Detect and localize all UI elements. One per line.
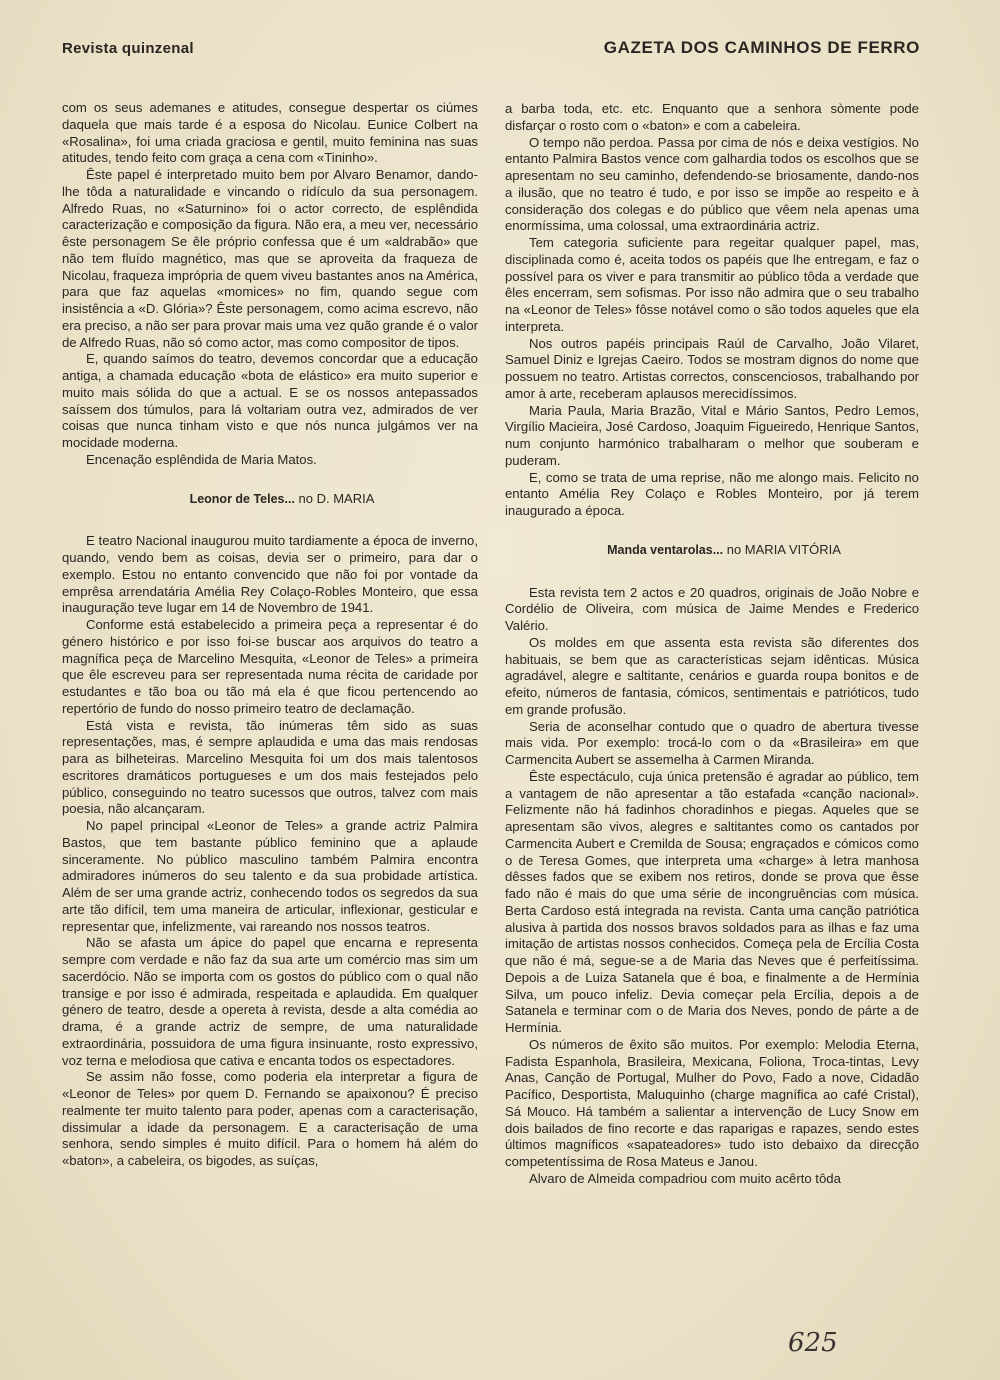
paragraph: Os números de êxito são muitos. Por exemplo: Melodia Eterna, Fadista Espanhola, Brasileira, Mexicana, Foliona, Troca-tintas, Levy Anas, Canção de Portugal, Mulher do Povo, Fado a nove, Cidadão Pacífico, Desportista, Maluquinho (charge magnífica ao café Cristal), Sá Mouco. Há também a salientar a intervenção de Lucy Snow em dois bailados de fino recorte e das raparigas e rapazes, sendo estes últimos magníficos «sapateadores» tudo isto debaixo da direcção competentíssima de Rosa Mateus e Janou.	[505, 1036, 919, 1169]
section-heading-title: Leonor de Teles...	[189, 491, 295, 506]
paragraph: No papel principal «Leonor de Teles» a grande actriz Palmira Bastos, que tem bastante público feminino que a aplaude sinceramente. No público masculino também Palmira encontra admiradores inúmeros do seu talento e da sua probidade artística. Além de ser uma grande actriz, conhecendo todos os segredos da sua arte tão difícil, tem uma maneira de articular, inflexionar, gesticular e representar que, infelizmente, vai rareando nos nossos teatros.	[62, 818, 478, 934]
paragraph: Encenação esplêndida de Maria Matos.	[86, 451, 317, 467]
paragraph: Tem categoria suficiente para regeitar qualquer papel, mas, disciplinada como é, aceita todos os papéis que lhe entregam, e faz o possível para os viver e para transmitir ao público tôda a verdade que êles encerram, sem sofismas. Por isso não admira que o seu trabalho na «Leonor de Teles» fôsse notável como o são todos aqueles que ela interpreta.	[505, 235, 919, 334]
paragraph: E, como se trata de uma reprise, não me alongo mais. Felicito no entanto Amélia Rey Colaço e Robles Monteiro, por já terem inaugurado a época.	[505, 469, 919, 518]
running-header-left: Revista quinzenal	[62, 40, 194, 57]
section-heading-title: Manda ventarolas...	[607, 542, 724, 557]
section-heading-venue: no D. MARIA	[294, 490, 375, 506]
paragraph: E, quando saímos do teatro, devemos concordar que a educação antiga, a chamada educação «bota de elástico» era muito superior e muito mais sólida do que a actual. E se os nossos antepassados saíssem dos túmulos, para lá voltariam outra vez, admirados de ver coisas que nunca tinham visto e que nós nunca julgámos ver na mocidade moderna.	[62, 351, 478, 450]
paragraph: Alvaro de Almeida compadriou com muito acêrto tôda	[529, 1170, 841, 1186]
paragraph: Conforme está estabelecido a primeira peça a representar é do género histórico e por isso foi-se buscar aos arquivos do teatro a magnífica peça de Marcelino Mesquita, «Leonor de Teles» a primeira que êle escreveu para ser representada numa récita de caridade por estudantes e tão boa ou tão má ela é que ficou pertencendo ao repertório de fundo do nosso primeiro teatro de declamação.	[62, 617, 478, 716]
paragraph: O tempo não perdoa. Passa por cima de nós e deixa vestígios. No entanto Palmira Bastos vence com galhardia todos os escolhos que se apresentam no seu caminho, defendendo-se briosamente, dando-nos a ilusão, que no teatro é tudo, e por isso se impõe ao respeito e à consideração dos colegas e do público que vêem nela apenas uma enormíssima, uma colossal, uma extraordinária actriz.	[505, 134, 919, 234]
paragraph: Seria de aconselhar contudo que o quadro de abertura tivesse mais vida. Por exemplo: trocá-lo com o da «Brasileira» em que Carmencita Aubert se assemelha à Carmen Miranda.	[505, 718, 919, 767]
paragraph: Êste espectáculo, cuja única pretensão é agradar ao público, tem a vantagem de não apresentar a tão estafada «canção nacional». Felizmente não há fadinhos choradinhos e piegas. Aqueles que se apresentam são vivos, alegres e saltitantes como os cantados por Carmencita Aubert e Cremilda de Sousa; engraçados e cómicos como o de Teresa Gomes, que interpreta uma «charge» à letra manhosa dêsses fados que se exibem nos retiros, donde se prova que êsse fado não é mais do que uma série de incongruências com música. Berta Cardoso está integrada na revista. Canta uma canção patriótica alusiva à partida dos nossos bravos soldados para as ilhas e faz uma imitação de artistas nossos conhecidos. Começa pela de Ercília Costa que não é má, segue-se a de Maria das Neves que é perfeitíssima. Depois a de Luiza Satanela que é boa, e finalmente a de Hermínia Silva, um pouco infeliz. Devia começar pela Ercília, depois a de Satanela e terminar com o de Maria dos Neves, pondo de párte a de Hermínia.	[505, 768, 919, 1035]
paragraph: com os seus ademanes e atitudes, consegue despertar os ciúmes daquela que mais tarde é a esposa do Nicolau. Eunice Colbert na «Rosalina», foi uma criada graciosa e gentil, muito feminina nas suas atitudes, tendo feito com graça a cena com «Tininho».	[62, 100, 478, 166]
paragraph: Maria Paula, Maria Brazão, Vital e Mário Santos, Pedro Lemos, Virgílio Macieira, José Cardoso, Joaquim Figueiredo, Henrique Santos, num conjunto harmónico trabalharam o melhor que souberam e puderam.	[505, 402, 919, 468]
section-heading	[505, 542, 919, 559]
paragraph: Os moldes em que assenta esta revista são diferentes dos habituais, se bem que as características sejam idênticas. Música agradável, alegre e saltitante, cenários e guarda roupa bonitos e de efeito, números de fantasia, cómicos, sentimentais e patrióticos, tudo em grande profusão.	[505, 634, 919, 717]
paragraph: Esta revista tem 2 actos e 20 quadros, originais de João Nobre e Cordélio de Oliveira, com música de Jaime Mendes e Frederico Valério.	[505, 584, 919, 633]
paragraph: Êste papel é interpretado muito bem por Alvaro Benamor, dando-lhe tôda a naturalidade e vincando o ridículo da sua personagem. Alfredo Ruas, no «Saturnino» foi o actor correcto, de esplêndida caracterização e composição da figura. Não era, a meu ver, necessário êste personagem Se êle próprio confessa que é um «aldrabão» que não tem fluído magnético, mas que se aproveita da fraqueza de Nicolau, fraqueza imprópria de quem viveu bastantes anos na América, para que faz aquelas «momices» no fim, quando segue com insistência a «D. Glória»? Êste personagem, como acima escrevo, não era preciso, a não ser para provar mais uma vez quão grande é o valor de Alfredo Ruas, não só como actor, mas como compositor de tipos.	[62, 167, 478, 350]
paragraph: Nos outros papéis principais Raúl de Carvalho, João Vilaret, Samuel Diniz e Igrejas Caeiro. Todos se mostram dignos do nome que possuem no teatro. Artistas correctos, conscenciosos, trabalhando por amor à arte, receberam aplausos merecidíssimos.	[505, 335, 919, 401]
section-heading-venue: no MARIA VITÓRIA	[723, 541, 841, 557]
page-number: 625	[788, 1328, 838, 1358]
paragraph: Está vista e revista, tão inúmeras têm sido as suas representações, mas, é sempre aplaudida e uma das mais rendosas para as bilheteiras. Marcelino Mesquita foi um dos mais talentosos escritores dramáticos portugueses e um dos mais festejados pelo público, conseguindo no teatro sucessos que outros, talvez com mais poesia, não alcançaram.	[62, 717, 478, 817]
running-header-right: GAZETA DOS CAMINHOS DE FERRO	[603, 38, 920, 57]
paragraph: a barba toda, etc. etc. Enquanto que a senhora sòmente pode disfarçar o rosto com o «baton» e com a cabeleira.	[505, 101, 919, 133]
paragraph: Não se afasta um ápice do papel que encarna e representa sempre com verdade e não faz da sua arte um comércio mas sim um sacerdócio. Não se importa com os gostos do público com o qual não transige e por isso é admirada, respeitada e aplaudida. Em qualquer género de teatro, desde a opereta à revista, desde a alta comédia ao drama, é a grande actriz de sempre, de uma naturalidade extraordinária, possuidora de uma figura insinuante, rosto expressivo, voz terna e melodiosa que cativa e encanta todos os espectadores.	[62, 935, 478, 1068]
left-column	[62, 100, 478, 1170]
paragraph: E teatro Nacional inaugurou muito tardiamente a época de inverno, quando, vendo bem as coisas, devia ser o primeiro, para dar o exemplo. Estou no entanto convencido que não foi por vontade da emprêsa arrendatária Amélia Rey Colaço-Robles Monteiro, que essa inauguração teve lugar em 14 de Novembro de 1941.	[62, 533, 478, 616]
right-column	[505, 101, 919, 1188]
section-heading	[62, 491, 478, 508]
paragraph: Se assim não fosse, como poderia ela interpretar a figura de «Leonor de Teles» por quem D. Fernando se apaixonou? É preciso realmente ter muito talento para poder, apenas com a caracterisação, dissimular a idade da personagem. E a caracterisação de uma senhora, sendo simples é muito difícil. Para o homem há além do «baton», a cabeleira, os bigodes, as suíças,	[62, 1069, 478, 1168]
